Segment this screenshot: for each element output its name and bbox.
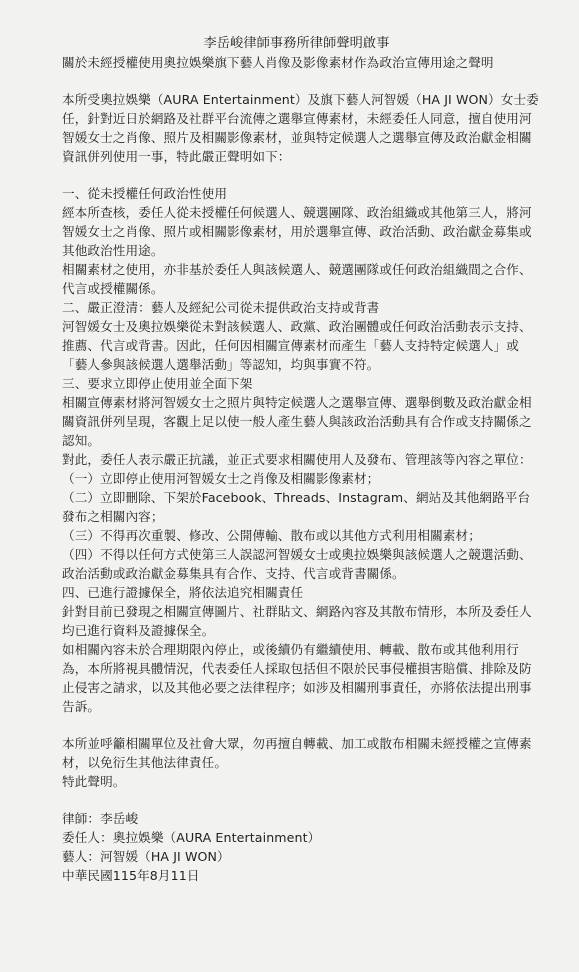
section-4-paragraph: 針對目前已發現之相關宣傳圖片、社群貼文、網路內容及其散布情形，本所及委任人均已進行資料及證據保全。 <box>62 604 532 638</box>
section-1-heading: 一、從未授權任何政治性使用 <box>62 186 228 201</box>
intro-paragraph: 本所受奧拉娛樂（AURA Entertainment）及旗下藝人河智媛（HA JI WON）女士委任，針對近日於網路及社群平台流傳之選舉宣傳素材，未經委任人同意，擅自使用河智媛女士之肖像、照片及相關影像素材，並與特定候選人之選舉宣傳及政治獻金相關資訊併列使用一事，特此嚴正聲明如下： <box>62 92 539 164</box>
signature-artist: 藝人：河智媛（HA JI WON） <box>62 849 230 864</box>
spacer <box>62 716 539 734</box>
section-3-list-item: （三）不得再次重製、修改、公開傳輸、散布或以其他方式利用相關素材； <box>62 528 481 543</box>
spacer <box>62 72 539 90</box>
signature-lawyer: 律師：李岳峻 <box>62 811 139 826</box>
section-1-paragraph: 相關素材之使用，亦非基於委任人與該候選人、競選團隊或任何政治組織間之合作、代言或授權關係。 <box>62 262 532 296</box>
section-2-heading: 二、嚴正澄清：藝人及經紀公司從未提供政治支持或背書 <box>62 300 380 315</box>
signature-date: 中華民國115年8月11日 <box>62 868 200 883</box>
closing-paragraph: 本所並呼籲相關單位及社會大眾，勿再擅自轉載、加工或散布相關未經授權之宣傳素材，以免衍生其他法律責任。 <box>62 736 532 770</box>
section-3-list-item: （一）立即停止使用河智媛女士之肖像及相關影像素材； <box>62 471 380 486</box>
section-1-paragraph: 經本所查核，委任人從未授權任何候選人、競選團隊、政治組織或其他第三人，將河智媛女士之肖像、照片或相關影像素材，用於選舉宣傳、政治活動、政治獻金募集或其他政治性用途。 <box>62 205 532 258</box>
spacer <box>62 791 539 809</box>
section-4-paragraph: 如相關內容未於合理期限內停止，或後續仍有繼續使用、轉載、散布或其他利用行為，本所將視具體情況，代表委任人採取包括但不限於民事侵權損害賠償、排除及防止侵害之請求，以及其他必要之法律程序；如涉及相關刑事責任，亦將依法提出刑事告訴。 <box>62 642 532 714</box>
section-3-paragraph: 對此，委任人表示嚴正抗議，並正式要求相關使用人及發布、管理該等內容之單位： <box>62 452 532 467</box>
signature-client: 委任人：奧拉娛樂（AURA Entertainment） <box>62 830 321 845</box>
section-3-list-item: （二）立即刪除、下架於Facebook、Threads、Instagram、網站及其他網路平台發布之相關內容； <box>62 490 531 524</box>
spacer <box>62 166 539 184</box>
document-title: 李岳峻律師事務所律師聲明啟事 <box>203 36 390 51</box>
closing-statement: 特此聲明。 <box>62 774 126 789</box>
section-2-paragraph: 河智媛女士及奧拉娛樂從未對該候選人、政黨、政治團體或任何政治活動表示支持、推薦、代言或背書。因此，任何因相關宣傳素材而產生「藝人支持特定候選人」或「藝人參與該候選人選舉活動」等認知，均與事實不符。 <box>62 319 532 372</box>
document-subtitle: 關於未經授權使用奧拉娛樂旗下藝人肖像及影像素材作為政治宣傳用途之聲明 <box>62 55 494 70</box>
section-3-paragraph: 相關宣傳素材將河智媛女士之照片與特定候選人之選舉宣傳、選舉倒數及政治獻金相關資訊併列呈現，客觀上足以使一般人產生藝人與該政治活動具有合作或支持關係之認知。 <box>62 395 532 448</box>
section-3-list-item: （四）不得以任何方式使第三人誤認河智媛女士或奧拉娛樂與該候選人之競選活動、政治活動或政治獻金募集具有合作、支持、代言或背書關係。 <box>62 547 532 581</box>
section-4-heading: 四、已進行證據保全，將依法追究相關責任 <box>62 585 304 600</box>
section-3-heading: 三、要求立即停止使用並全面下架 <box>62 376 253 391</box>
